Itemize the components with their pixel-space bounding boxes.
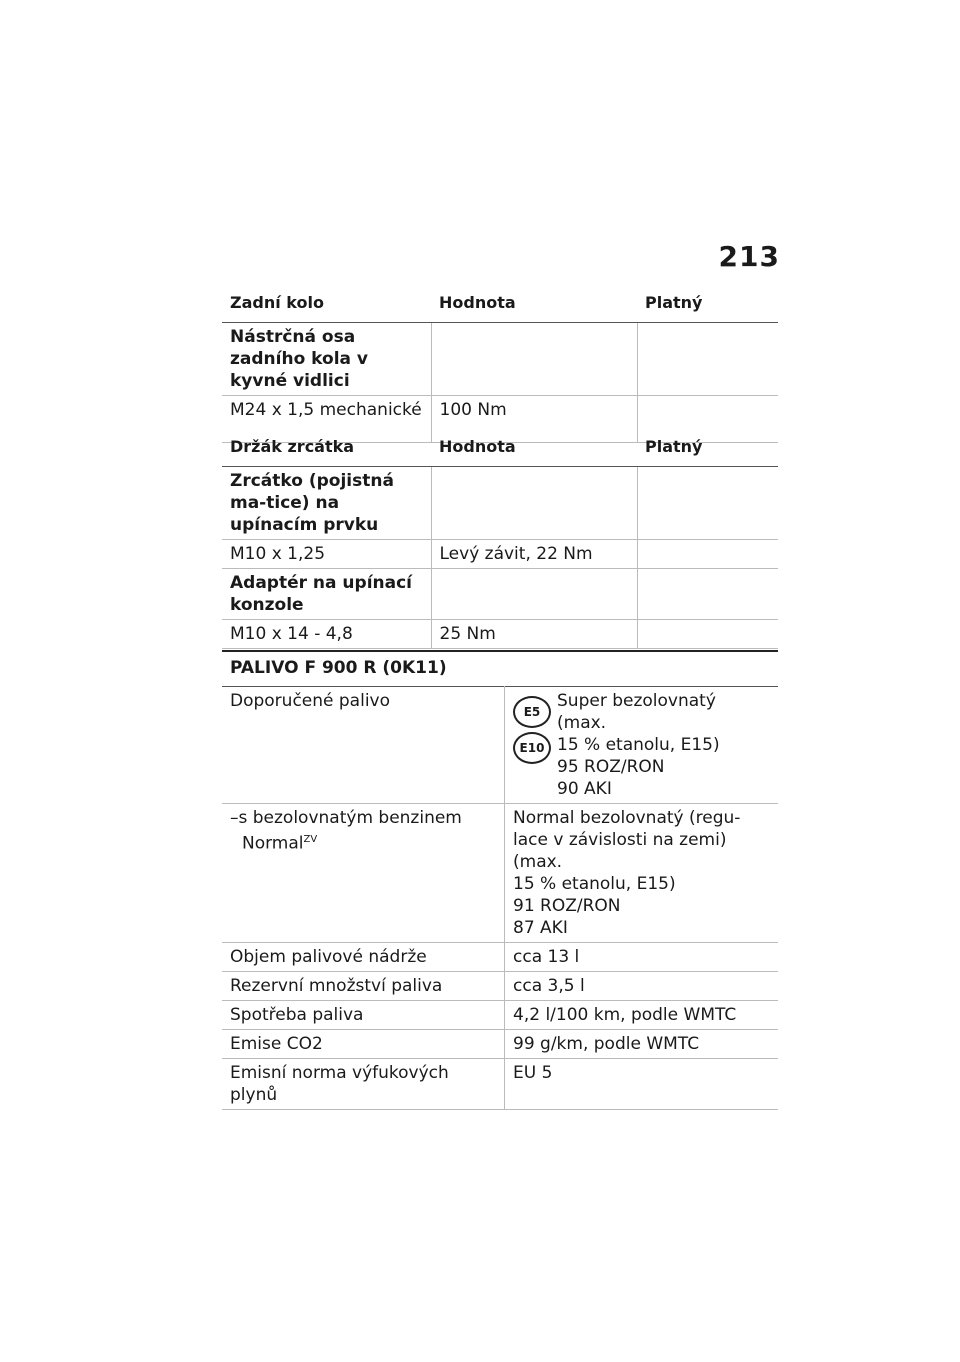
table-cell: Nástrčná osa zadního kola v kyvné vidlici (222, 323, 431, 396)
table-cell: M10 x 1,25 (222, 540, 431, 569)
table-header-row (222, 436, 778, 467)
table-row (222, 620, 778, 649)
table-cell (431, 467, 637, 540)
mirror-holder-table (222, 436, 778, 649)
table-cell: 25 Nm (431, 620, 637, 649)
column-header: Platný (637, 436, 778, 467)
value-line: Super bezolovnatý (max. (557, 691, 716, 733)
table-cell (505, 687, 779, 804)
table-row (222, 1001, 778, 1030)
table-cell: Levý závit, 22 Nm (431, 540, 637, 569)
fuel-grade-badges (513, 690, 551, 800)
column-header: Hodnota (431, 436, 637, 467)
table-cell: Doporučené palivo (222, 687, 505, 804)
table-cell: EU 5 (505, 1059, 779, 1110)
table-cell: cca 13 l (505, 943, 779, 972)
table-cell (431, 323, 637, 396)
table-row (222, 943, 778, 972)
table-cell: 4,2 l/100 km, podle WMTC (505, 1001, 779, 1030)
normal-label: Normal (242, 833, 304, 854)
table-cell: Spotřeba paliva (222, 1001, 505, 1030)
table-row (222, 804, 778, 943)
table-cell: M24 x 1,5 mechanické (222, 396, 431, 443)
table-cell: Rezervní množství paliva (222, 972, 505, 1001)
table-cell: Adaptér na upínací konzole (222, 569, 431, 620)
column-header: Držák zrcátka (222, 436, 431, 467)
value-line: 90 AKI (557, 779, 612, 799)
table-cell: Objem palivové nádrže (222, 943, 505, 972)
table-cell: 100 Nm (431, 396, 637, 443)
table-cell (637, 323, 778, 396)
value-line: 15 % etanolu, E15) (557, 735, 720, 755)
table-cell: M10 x 14 - 4,8 (222, 620, 431, 649)
normal-label: –s bezolovnatým benzinem (230, 808, 462, 828)
table-row (222, 569, 778, 620)
table-row (222, 540, 778, 569)
table-cell: cca 3,5 l (505, 972, 779, 1001)
table-cell (431, 569, 637, 620)
table-row (222, 687, 778, 804)
e10-badge-icon: E10 (513, 732, 551, 764)
column-header: Zadní kolo (222, 292, 431, 323)
section-title: PALIVO F 900 R (0K11) (222, 650, 778, 686)
table-cell (222, 804, 505, 943)
footnote-marker: ZV (303, 834, 318, 845)
table-cell: 99 g/km, podle WMTC (505, 1030, 779, 1059)
table-cell (637, 620, 778, 649)
column-header: Hodnota (431, 292, 637, 323)
table-cell: Emise CO2 (222, 1030, 505, 1059)
rear-wheel-table (222, 292, 778, 443)
fuel-section (222, 650, 778, 1110)
value-line: Normal bezolovnatý (regu- (513, 808, 741, 828)
value-line: lace v závislosti na zemi) (max. (513, 830, 727, 872)
table-row (222, 972, 778, 1001)
table-cell (505, 804, 779, 943)
table-header-row (222, 292, 778, 323)
table-cell: Zrcátko (pojistná ma-tice) na upínacím prvku (222, 467, 431, 540)
table-cell (637, 467, 778, 540)
table-row (222, 467, 778, 540)
value-line: 91 ROZ/RON (513, 896, 621, 916)
column-header: Platný (637, 292, 778, 323)
e5-badge-icon: E5 (513, 696, 551, 728)
value-line: 87 AKI (513, 918, 568, 938)
table-cell: Emisní norma výfukových plynů (222, 1059, 505, 1110)
value-line: 15 % etanolu, E15) (513, 874, 676, 894)
page-number: 213 (718, 240, 780, 273)
table-row (222, 323, 778, 396)
table-row (222, 1030, 778, 1059)
value-line: 95 ROZ/RON (557, 757, 665, 777)
table-row (222, 1059, 778, 1110)
table-cell (637, 569, 778, 620)
table-cell (637, 540, 778, 569)
